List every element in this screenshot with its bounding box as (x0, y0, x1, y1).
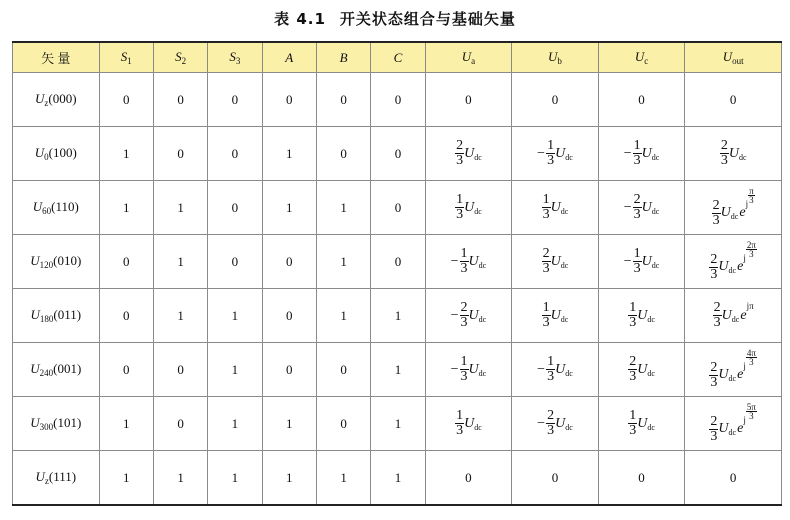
fraction: $\frac{1}{3}$ (629, 408, 637, 438)
exponent: jπ (746, 301, 754, 312)
fraction: $\frac{1}{3}$ (547, 138, 555, 168)
cell-ub: 0 (512, 451, 599, 506)
fraction: $\frac{1}{3}$ (542, 300, 550, 330)
cell-uout: $\frac{2}{3}$ $U_{dc}ej$ $\frac{2\pi}{3}$ (685, 235, 782, 289)
fraction: $\frac{2}{3}$ (710, 413, 718, 444)
fraction: $\frac{1}{3}$ (629, 300, 637, 330)
cell-ub (512, 289, 599, 343)
cell-s1: 0 (99, 73, 153, 127)
table-number: 表 4.1 (274, 10, 326, 28)
vector-cell: $U_z(111)$ (13, 451, 100, 506)
u-dc-symbol: $U_{dc}$ (550, 253, 569, 270)
header-s1: $S_1$ (99, 42, 153, 73)
cell-uout: 0 (685, 451, 782, 506)
header-uout: $U_{out}$ (685, 42, 782, 73)
cell-uc (598, 343, 685, 397)
u-dc-symbol: $U_{dc}$ (468, 307, 487, 324)
cell-ua: − $\frac{2}{3}$ $U_{dc}$ (425, 289, 512, 343)
exponent: j $\frac{5\pi}{3}$ (743, 402, 756, 426)
cell-uc (598, 289, 685, 343)
cell-s2: 1 (153, 451, 207, 506)
table-row (13, 127, 782, 181)
cell-s3: 0 (208, 73, 262, 127)
cell-c: 1 (371, 289, 425, 343)
header-a: A (262, 42, 316, 73)
cell-s1: 0 (99, 343, 153, 397)
cell-ua (425, 127, 512, 181)
cell-ua: − $\frac{1}{3}$ $U_{dc}$ (425, 343, 512, 397)
cell-b: 0 (316, 127, 370, 181)
cell-ua: 0 (425, 73, 512, 127)
cell-s3: 1 (208, 451, 262, 506)
u-dc-symbol: $U_{dc}$ (641, 253, 660, 270)
vector-cell: $U_{180}(011)$ (13, 289, 100, 343)
cell-b: 1 (316, 235, 370, 289)
cell-a: 1 (262, 397, 316, 451)
cell-s1: 1 (99, 451, 153, 506)
cell-ua (425, 181, 512, 235)
cell-a: 0 (262, 343, 316, 397)
u-dc-symbol: $U_{dc}$ (637, 361, 655, 378)
exponent: j $\frac{2\pi}{3}$ (743, 240, 756, 264)
fraction: $\frac{1}{3}$ (542, 192, 550, 222)
fraction: $\frac{1}{3}$ (460, 246, 468, 276)
switching-states-table (12, 41, 782, 506)
cell-c: 0 (371, 127, 425, 181)
cell-uout: $\frac{2}{3}$ $U_{dc}ej$ $\frac{\pi}{3}$ (685, 181, 782, 235)
fraction: $\frac{2}{3}$ (542, 246, 550, 276)
u-dc-symbol: $U_{dc}$ (464, 415, 482, 432)
cell-uout: $\frac{2}{3}$ $U_{dc}ej$ $\frac{4\pi}{3}$ (685, 343, 782, 397)
fraction: $\frac{1}{3}$ (456, 192, 464, 222)
u-dc-symbol: $U_{dc}$ (464, 145, 482, 162)
cell-s3: 1 (208, 343, 262, 397)
cell-c: 0 (371, 235, 425, 289)
u-dc-symbol: $U_{dc}$ (555, 361, 573, 378)
cell-s2: 0 (153, 127, 207, 181)
cell-ub (512, 181, 599, 235)
cell-c: 1 (371, 451, 425, 506)
cell-s1: 1 (99, 397, 153, 451)
u-dc-symbol: $U_{dc}$ (464, 199, 482, 216)
u-dc-symbol: $U_{dc}$ (550, 307, 569, 324)
cell-c: 1 (371, 397, 425, 451)
table-row (13, 181, 782, 235)
fraction: $\frac{2}{3}$ (633, 192, 641, 222)
u-dc-symbol: $U_{dc}$ (468, 361, 487, 378)
cell-s3: 0 (208, 235, 262, 289)
cell-ub (512, 235, 599, 289)
cell-s2: 1 (153, 289, 207, 343)
cell-uout: $\frac{2}{3}$ $U_{dc}ej$ $\frac{5\pi}{3}$ (685, 397, 782, 451)
table-row (13, 235, 782, 289)
header-ua: $U_a$ (425, 42, 512, 73)
fraction: $\frac{2}{3}$ (710, 251, 718, 282)
header-vector: 矢 量 (13, 42, 100, 73)
cell-s1: 0 (99, 235, 153, 289)
cell-b: 1 (316, 181, 370, 235)
u-dc-symbol: $U_{dc}$ (728, 145, 747, 162)
cell-s2: 1 (153, 235, 207, 289)
fraction: $\frac{2}{3}$ (456, 138, 464, 168)
header-s3: $S_3$ (208, 42, 262, 73)
u-dc-symbol: $U_{dc}$ (550, 199, 569, 216)
table-title: 开关状态组合与基础矢量 (339, 10, 516, 28)
cell-c: 0 (371, 181, 425, 235)
cell-s2: 1 (153, 181, 207, 235)
table-row (13, 73, 782, 127)
cell-s3: 0 (208, 181, 262, 235)
cell-b: 1 (316, 451, 370, 506)
cell-c: 1 (371, 343, 425, 397)
cell-uc: − $\frac{1}{3}$ $U_{dc}$ (598, 127, 685, 181)
header-row (13, 42, 782, 73)
vector-cell: $U_{240}(001)$ (13, 343, 100, 397)
fraction: $\frac{2}{3}$ (460, 300, 468, 330)
cell-uc: − $\frac{1}{3}$ $U_{dc}$ (598, 235, 685, 289)
u-dc-symbol: $U_{dc}$ (637, 415, 655, 432)
cell-ua: − $\frac{1}{3}$ $U_{dc}$ (425, 235, 512, 289)
vector-cell: $U_z(000)$ (13, 73, 100, 127)
u-dc-symbol: $U_{dc}$ (721, 307, 740, 324)
u-dc-symbol: $U_{dc}$ (641, 145, 660, 162)
cell-uout: 0 (685, 73, 782, 127)
vector-cell: $U_0(100)$ (13, 127, 100, 181)
exponent: j $\frac{\pi}{3}$ (745, 186, 754, 210)
table-row (13, 343, 782, 397)
exponent: j $\frac{4\pi}{3}$ (743, 348, 756, 372)
vector-cell: $U_{60}(110)$ (13, 181, 100, 235)
table-caption (0, 8, 790, 29)
u-dc-symbol: $U_{dc}$ (641, 199, 660, 216)
fraction: $\frac{1}{3}$ (456, 408, 464, 438)
cell-ub: − $\frac{1}{3}$ $U_{dc}$ (512, 343, 599, 397)
u-dc-symbol: $U_{dc}$ (637, 307, 655, 324)
cell-s3: 0 (208, 127, 262, 181)
cell-a: 0 (262, 235, 316, 289)
cell-s1: 1 (99, 127, 153, 181)
u-dc-symbol: $U_{dc}$ (718, 259, 737, 276)
cell-a: 1 (262, 451, 316, 506)
cell-c: 0 (371, 73, 425, 127)
fraction: $\frac{2}{3}$ (547, 408, 555, 438)
fraction: $\frac{2}{3}$ (713, 300, 721, 330)
u-dc-symbol: $U_{dc}$ (555, 145, 573, 162)
fraction: $\frac{1}{3}$ (633, 246, 641, 276)
cell-uc (598, 397, 685, 451)
fraction: $\frac{1}{3}$ (547, 354, 555, 384)
cell-s2: 0 (153, 397, 207, 451)
cell-ub: − $\frac{2}{3}$ $U_{dc}$ (512, 397, 599, 451)
vector-cell: $U_{300}(101)$ (13, 397, 100, 451)
cell-ub: − $\frac{1}{3}$ $U_{dc}$ (512, 127, 599, 181)
header-c: C (371, 42, 425, 73)
cell-s3: 1 (208, 397, 262, 451)
u-dc-symbol: $U_{dc}$ (720, 205, 739, 222)
cell-b: 1 (316, 289, 370, 343)
header-uc: $U_c$ (598, 42, 685, 73)
vector-cell: $U_{120}(010)$ (13, 235, 100, 289)
cell-a: 1 (262, 181, 316, 235)
table-row (13, 451, 782, 506)
header-s2: $S_2$ (153, 42, 207, 73)
cell-ua (425, 397, 512, 451)
cell-b: 0 (316, 397, 370, 451)
cell-uc: 0 (598, 451, 685, 506)
cell-s2: 0 (153, 343, 207, 397)
fraction: $\frac{2}{3}$ (629, 354, 637, 384)
fraction: $\frac{1}{3}$ (460, 354, 468, 384)
cell-ua: 0 (425, 451, 512, 506)
cell-a: 0 (262, 73, 316, 127)
cell-s1: 1 (99, 181, 153, 235)
cell-s2: 0 (153, 73, 207, 127)
u-dc-symbol: $U_{dc}$ (718, 421, 737, 438)
cell-s3: 1 (208, 289, 262, 343)
cell-b: 0 (316, 343, 370, 397)
header-b: B (316, 42, 370, 73)
fraction: $\frac{1}{3}$ (633, 138, 641, 168)
fraction: $\frac{2}{3}$ (720, 138, 728, 168)
cell-uout: $\frac{2}{3}$ $U_{dc}ej\pi$ (685, 289, 782, 343)
fraction: $\frac{2}{3}$ (710, 359, 718, 390)
cell-b: 0 (316, 73, 370, 127)
cell-uc: − $\frac{2}{3}$ $U_{dc}$ (598, 181, 685, 235)
table-row (13, 397, 782, 451)
header-ub: $U_b$ (512, 42, 599, 73)
cell-uout (685, 127, 782, 181)
fraction: $\frac{2}{3}$ (712, 197, 720, 228)
table-row (13, 289, 782, 343)
u-dc-symbol: $U_{dc}$ (718, 367, 737, 384)
u-dc-symbol: $U_{dc}$ (555, 415, 573, 432)
cell-ub: 0 (512, 73, 599, 127)
cell-a: 1 (262, 127, 316, 181)
u-dc-symbol: $U_{dc}$ (468, 253, 487, 270)
cell-uc: 0 (598, 73, 685, 127)
cell-a: 0 (262, 289, 316, 343)
cell-s1: 0 (99, 289, 153, 343)
